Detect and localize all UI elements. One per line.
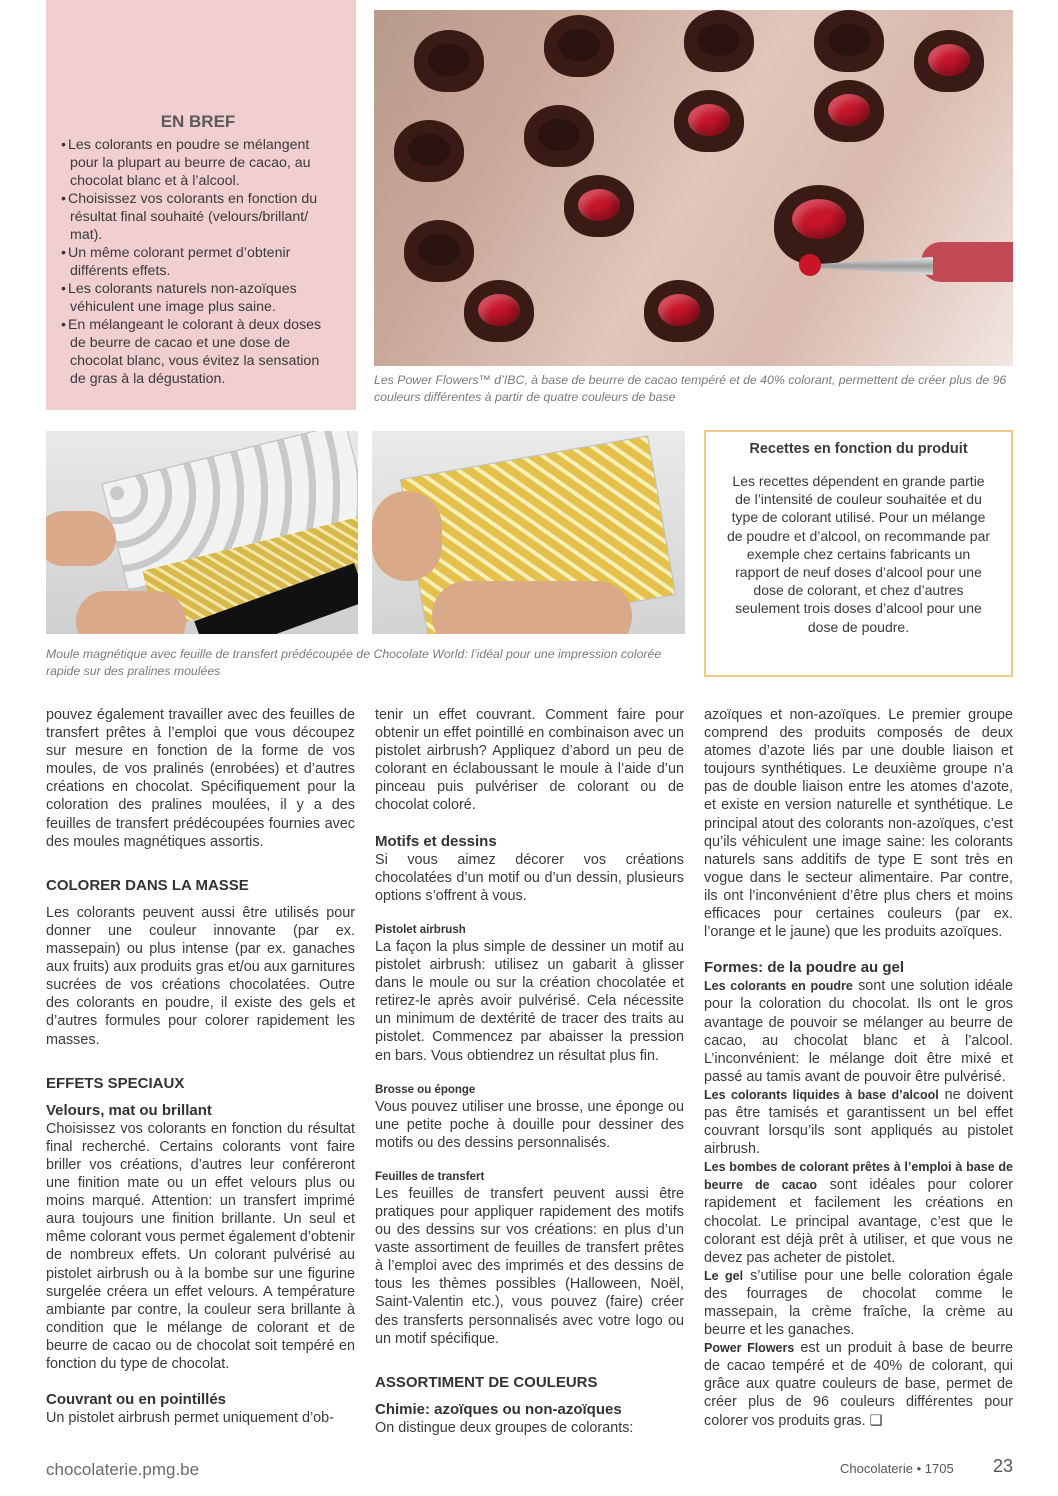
bold-term: Les colorants liquides à base d’alcool — [704, 1087, 939, 1102]
photo-filled-mold — [372, 431, 685, 634]
magazine-issue: Chocolaterie • 1705 — [840, 1461, 954, 1476]
minor-heading: Brosse ou éponge — [375, 1083, 476, 1096]
page-number: 23 — [993, 1456, 1014, 1476]
bold-term: Power Flowers — [704, 1341, 795, 1356]
hero-caption: Les Power Flowers™ d’IBC, à base de beurre de cacao tempéré et de 40% colorant, permettent de créer plus de 96 couleurs différentes à partir de quatre couleurs de base — [374, 373, 1007, 404]
paragraph: pouvez également travailler avec des feuilles de transfert prêtes à l’emploi que vous découpez sur mesure en fonction de la forme de vos moules, de vos pralinés (enrobées) et d’autres créations en chocolat. Spécifiquement pour la coloration des pralines moulées, il y a des feuilles de transfert prédécoupées fournies avec des moules magnétiques assortis. — [46, 707, 355, 850]
website-link[interactable]: chocolaterie.pmg.be — [46, 1460, 200, 1479]
minor-heading: Pistolet airbrush — [375, 923, 466, 936]
mold-caption: Moule magnétique avec feuille de transfert prédécoupée de Chocolate World: l’idéal pour une impression colorée rapide sur des pralines moulées — [46, 647, 662, 678]
column-3 — [704, 706, 1013, 1430]
paragraph — [704, 977, 1013, 1086]
paragraph — [704, 1158, 1013, 1267]
text-span: est un produit à base de beurre de cacao tempéré et de 40% de colorant, qui grâce aux quatre couleurs de base, permet de créer plus de 96 couleurs différentes pour colorer vos produits gras. ❑ — [704, 1340, 1013, 1429]
photo-magnetic-mold — [46, 431, 358, 634]
subsection-heading: Couvrant ou en pointillés — [46, 1391, 227, 1409]
paragraph: Vous pouvez utiliser une brosse, une éponge ou une petite poche à douille pour dessiner des motifs ou des dessins personnalisés. — [375, 1098, 684, 1151]
recipe-box-text: Les recettes dépendent en grande partie de l’intensité de couleur souhaitée et du type de colorant utilisé. Pour un mélange de poudre et d’alcool, on recommande par exemple chez certains fabricants un rapport de neuf doses d’alcool pour une dose de colorant, et chez d’autres seulement trois doses d’alcool pour une dose de poudre. — [726, 473, 991, 635]
hero-photo-heart-pralines — [374, 10, 1013, 366]
en-bref-box — [46, 0, 356, 410]
column-2 — [375, 706, 684, 1437]
bold-term: Les colorants en poudre — [704, 979, 853, 994]
section-heading: ASSORTIMENT DE COULEURS — [375, 1373, 598, 1391]
paragraph: Si vous aimez décorer vos créations chocolatées d’un motif ou d’un dessin, plusieurs options s’offrent à vous. — [375, 851, 684, 904]
paragraph: Un pistolet airbrush permet uniquement d’ob- — [46, 1410, 334, 1427]
text-span: sont une solution idéale pour la coloration du chocolat. Ils ont le gros avantage de pouvoir se mélanger au beurre de cacao, au chocolat blanc et à l’alcool. L’inconvénient: le mélange doit être mixé et passé au tamis avant de pouvoir être pulvérisé. — [704, 978, 1013, 1085]
recipe-box — [704, 430, 1013, 677]
paragraph: azoïques et non-azoïques. Le premier groupe comprend des produits composés de deux atomes d’azote liés par une double liaison et toujours synthétiques. Le deuxième groupe n’a pas de double liaison entre les atomes d’azote, et existe en version naturelle et synthétique. Le principal atout des colorants non-azoïques, c’est qu’ils véhiculent une image saine: les colorants naturels sans additifs de type E sont très en vogue dans le secteur alimentaire. Par contre, ils ont l’inconvénient d’être plus chers et moins efficaces pour certaines couleurs (par ex. l’orange et le jaune) que les produits azoïques. — [704, 707, 1013, 941]
text-span: ne doivent pas être tamisés et garantissent un bel effet couvrant lorsqu’ils sont appliqués au pistolet airbrush. — [704, 1086, 1013, 1158]
en-bref-item: • En mélangeant le colorant à deux doses de beurre de cacao et une dose de chocolat blanc, vous évitez la sensation de gras à la dégustation. — [58, 316, 338, 388]
en-bref-item: • Un même colorant permet d’obtenir différents effets. — [58, 244, 338, 280]
en-bref-title: EN BREF — [160, 112, 236, 131]
en-bref-item: • Les colorants en poudre se mélangent pour la plupart au beurre de cacao, au chocolat blanc et à l’alcool. — [58, 136, 338, 190]
column-1 — [46, 706, 355, 1427]
recipe-box-title: Recettes en fonction du produit — [749, 441, 968, 457]
subsection-heading: Velours, mat ou brillant — [46, 1101, 212, 1119]
paragraph: Choisissez vos colorants en fonction du résultat final recherché. Certains colorants vont faire briller vos créations, d’autres leur conféreront une finition mate ou un effet velours plus ou moins marqué. Attention: un transfert imprimé aura toujours une finition brillante. Un seul et même colorant vous permet également d’obtenir de nombreux effets. Un colorant pulvérisé au pistolet airbrush ou à la bombe sur une figurine surgelée créera un effet velours. A température ambiante par contre, la couleur sera brillante à condition que le mélange de colorant et de beurre de cacao ou de chocolat soit tempéré en fonction du type de chocolat. — [46, 1120, 355, 1372]
paragraph: La façon la plus simple de dessiner un motif au pistolet airbrush: utilisez un gabarit à glisser dans le moule ou sur la création chocolatée et retirez-le après avoir pulvérisé. Cela nécessite un minimum de dextérité de tracer des traits au pistolet. Commencez par abaisser la pression en bars. Vous obtiendrez un résultat plus fin. — [375, 938, 684, 1064]
bold-term: Les bombes de colorant prêtes à l’emploi à base de beurre de cacao — [704, 1160, 1013, 1193]
paragraph: Les feuilles de transfert peuvent aussi être pratiques pour appliquer rapidement des motifs ou des dessins sur vos créations: en plus d’un vaste assortiment de feuilles de transfert prêtes à l’emploi avec des imprimés et des dessins de tous les thèmes possibles (Halloween, Noël, Saint-Valentin etc.), vous pouvez (faire) créer des transferts personnalisés avec votre logo ou un motif spécifique. — [375, 1185, 684, 1347]
paragraph: tenir un effet couvrant. Comment faire pour obtenir un effet pointillé en combinaison avec un pistolet airbrush? Appliquez d’abord un peu de colorant en éclaboussant le moule à l’aide d’un pinceau puis pulvériser de colorant ou de chocolat coloré. — [375, 707, 684, 814]
subsection-heading: Chimie: azoïques ou non-azoïques — [375, 1400, 622, 1418]
en-bref-item: • Choisissez vos colorants en fonction du résultat final souhaité (velours/brillant/ mat). — [58, 190, 338, 244]
text-span: sont idéales pour colorer rapidement et facilement les créations en chocolat. Le principal avantage, c’est que le colorant est déjà prêt à utiliser, et que vous ne devez pas acheter de pistolet. — [704, 1177, 1013, 1266]
minor-heading: Feuilles de transfert — [375, 1170, 485, 1183]
en-bref-item: • Les colorants naturels non-azoïques véhiculent une image plus saine. — [58, 280, 338, 316]
section-heading: EFFETS SPECIAUX — [46, 1074, 185, 1092]
bold-term: Le gel — [704, 1268, 744, 1283]
subsection-heading: Formes: de la poudre au gel — [704, 959, 905, 977]
en-bref-list — [58, 136, 338, 388]
paragraph — [704, 1086, 1013, 1158]
paragraph — [704, 1267, 1013, 1339]
paragraph — [704, 1339, 1013, 1429]
section-heading: COLORER DANS LA MASSE — [46, 876, 249, 894]
paragraph: Les colorants peuvent aussi être utilisés pour donner une couleur innovante (par ex. massepain) ou plus intense (par ex. ganaches aux fruits) aux produits gras et/ou aux garnitures sucrées de vos créations chocolatées. Outre des colorants en poudre, il existe des gels et d’autres formules pour colorer rapidement les masses. — [46, 904, 355, 1048]
paragraph: On distingue deux groupes de colorants: — [375, 1419, 634, 1436]
text-span: s’utilise pour une belle coloration égale des fourrages de chocolat comme le massepain, la crème fraîche, la crème au beurre et les ganaches. — [704, 1267, 1014, 1339]
subsection-heading: Motifs et dessins — [375, 832, 497, 850]
